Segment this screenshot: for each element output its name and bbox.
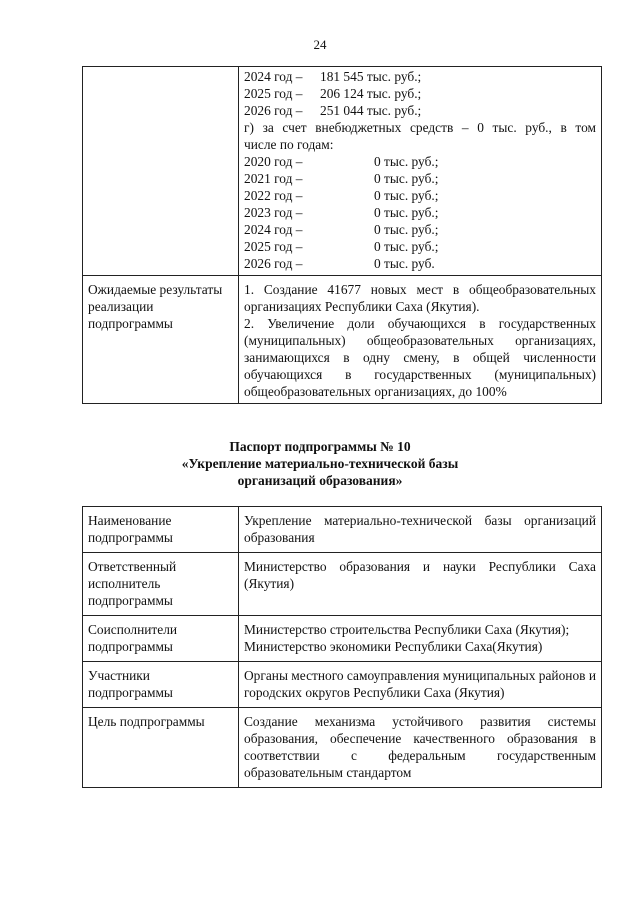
empty-label-cell [83, 67, 239, 276]
row-label: Наименование подпрограммы [83, 507, 239, 553]
funding-year: 2022 год – [244, 188, 303, 203]
row-label: Цель подпрограммы [83, 708, 239, 788]
subprogram-passport-table [82, 506, 602, 788]
funding-line [244, 187, 596, 204]
table-row [83, 276, 602, 404]
funding-line [244, 68, 596, 85]
funding-amount: 0 тыс. руб. [374, 256, 435, 271]
table-row [83, 708, 602, 788]
funding-line [244, 85, 596, 102]
table-row [83, 507, 602, 553]
funding-line [244, 221, 596, 238]
funding-line [244, 170, 596, 187]
funding-amount: 251 044 тыс. руб.; [320, 103, 422, 118]
funding-year: 2025 год – [244, 86, 303, 101]
offbudget-text-continued: числе по годам: [244, 137, 334, 152]
funding-line [244, 153, 596, 170]
funding-year: 2021 год – [244, 171, 303, 186]
table-row [83, 662, 602, 708]
table-row [83, 553, 602, 616]
funding-line [244, 238, 596, 255]
section-title-line: «Укрепление материально-технической базы [181, 456, 459, 471]
table-row [83, 67, 602, 276]
funding-year: 2024 год – [244, 69, 303, 84]
row-value: Министерство образования и науки Республики Саха (Якутия) [239, 553, 602, 616]
funding-amount: 0 тыс. руб.; [374, 154, 439, 169]
results-label: Ожидаемые результаты реализации подпрограммы [83, 276, 239, 404]
table-row [83, 616, 602, 662]
row-value-line: Министерство строительства Республики Саха (Якутия); [244, 622, 570, 637]
section-title-line: организаций образования» [237, 473, 403, 488]
funding-amount: 0 тыс. руб.; [374, 239, 439, 254]
row-label: Участники подпрограммы [83, 662, 239, 708]
offbudget-text: г) за счет внебюджетных средств – 0 тыс. руб., в том [244, 120, 596, 135]
funding-line [244, 255, 596, 272]
row-value-line: Министерство экономики Республики Саха(Якутия) [244, 639, 543, 654]
funding-year: 2023 год – [244, 205, 303, 220]
row-value: Органы местного самоуправления муниципальных районов и городских округов Республики Саха (Якутия) [239, 662, 602, 708]
results-item: 1. Создание 41677 новых мест в общеобразовательных организациях Республики Саха (Якутия). [244, 282, 596, 314]
funding-line [244, 102, 596, 119]
results-item: 2. Увеличение доли обучающихся в государственных (муниципальных) общеобразовательных организациях, занимающихся в одну смену, в общей численности обучающихся в государственных (муниципальных) общеобразовательных организациях, до 100% [244, 316, 596, 399]
funding-year: 2026 год – [244, 103, 303, 118]
funding-year: 2025 год – [244, 239, 303, 254]
row-value: Создание механизма устойчивого развития системы образования, обеспечение качественного образования в соответствии с федеральным государственным образовательным стандартом [239, 708, 602, 788]
funding-year: 2024 год – [244, 222, 303, 237]
section-title-line: Паспорт подпрограммы № 10 [229, 439, 411, 454]
funding-amount: 0 тыс. руб.; [374, 171, 439, 186]
funding-year: 2020 год – [244, 154, 303, 169]
co-executors-cell [239, 616, 602, 662]
funding-amount: 0 тыс. руб.; [374, 205, 439, 220]
section-title [0, 438, 640, 489]
results-cell [239, 276, 602, 404]
row-label: Соисполнители подпрограммы [83, 616, 239, 662]
funding-line [244, 204, 596, 221]
funding-year: 2026 год – [244, 256, 303, 271]
funding-amount: 206 124 тыс. руб.; [320, 86, 422, 101]
row-value: Укрепление материально-технической базы организаций образования [239, 507, 602, 553]
funding-amount: 0 тыс. руб.; [374, 188, 439, 203]
page-number: 24 [313, 37, 327, 52]
funding-cell [239, 67, 602, 276]
funding-amount: 0 тыс. руб.; [374, 222, 439, 237]
funding-amount: 181 545 тыс. руб.; [320, 69, 422, 84]
row-label: Ответственный исполнитель подпрограммы [83, 553, 239, 616]
funding-continuation-table [82, 66, 602, 404]
